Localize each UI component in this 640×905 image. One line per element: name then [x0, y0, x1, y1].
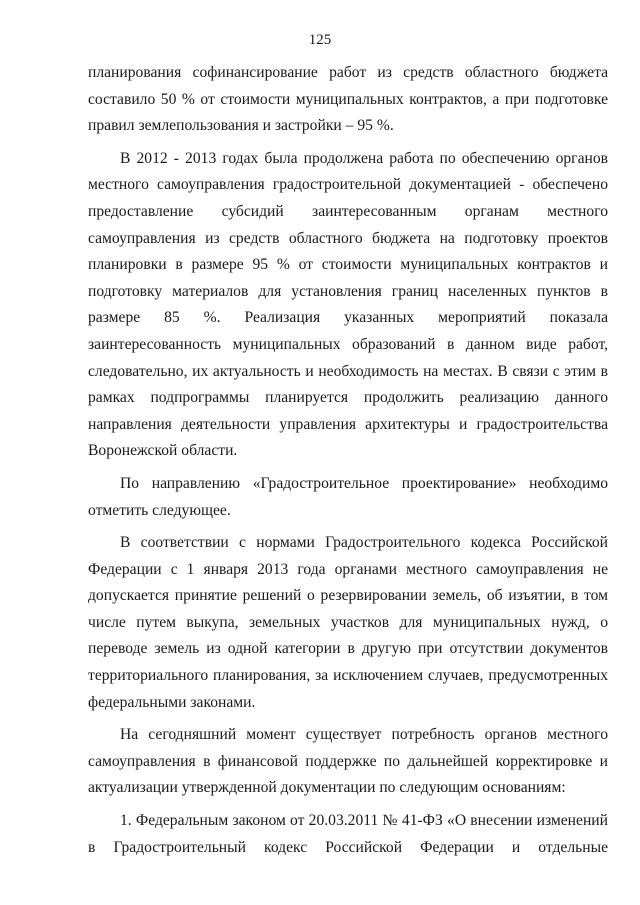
page-number: 125	[308, 32, 332, 48]
paragraph-urban-design-direction: По направлению «Градостроительное проектирование» необходимо отметить следующее.	[88, 474, 608, 519]
document-body	[88, 60, 608, 867]
paragraph-financial-support-need: На сегодняшний момент существует потребность органов местного самоуправления в финансовой поддержке по дальнейшей корректировке и актуализации утвержденной документации по следующим основаниям:	[88, 726, 608, 797]
paragraph-urban-code-norms: В соответствии с нормами Градостроительного кодекса Российской Федерации с 1 января 2013 года органами местного самоуправления не допускается принятие решений о резервировании земель, об изъятии, в том числе путем выкупа, земельных участков для муниципальных нужд, о переводе земель из одной категории в другую при отсутствии документов территориального планирования, за исключением случаев, предусмотренных федеральными законами.	[88, 534, 608, 711]
paragraph-cofinancing-2012-2013: В 2012 - 2013 годах была продолжена работа по обеспечению органов местного самоуправления градостроительной документацией - обеспечено предоставление субсидий заинтересованным органам местного самоуправления из средств областного бюджета на подготовку проектов планировки в размере 95 % от стоимости муниципальных контрактов и подготовку материалов для установления границ населенных пунктов в размере 85 %. Реализация указанных мероприятий показала заинтересованность муниципальных образований в данном виде работ, следовательно, их актуальность и необходимость на местах. В связи с этим в рамках подпрограммы планируется продолжить реализацию данного направления деятельности управления архитектуры и градостроительства Воронежской области.	[88, 149, 608, 460]
paragraph-continuation: планирования софинансирование работ из средств областного бюджета составило 50 % от стоимости муниципальных контрактов, а при подготовке правил землепользования и застройки – 95 %.	[88, 64, 608, 135]
paragraph-federal-law-item-1: 1. Федеральным законом от 20.03.2011 № 41-ФЗ «О внесении изменений в Градостроительный кодекс Российской Федерации и отдельные	[88, 812, 608, 856]
